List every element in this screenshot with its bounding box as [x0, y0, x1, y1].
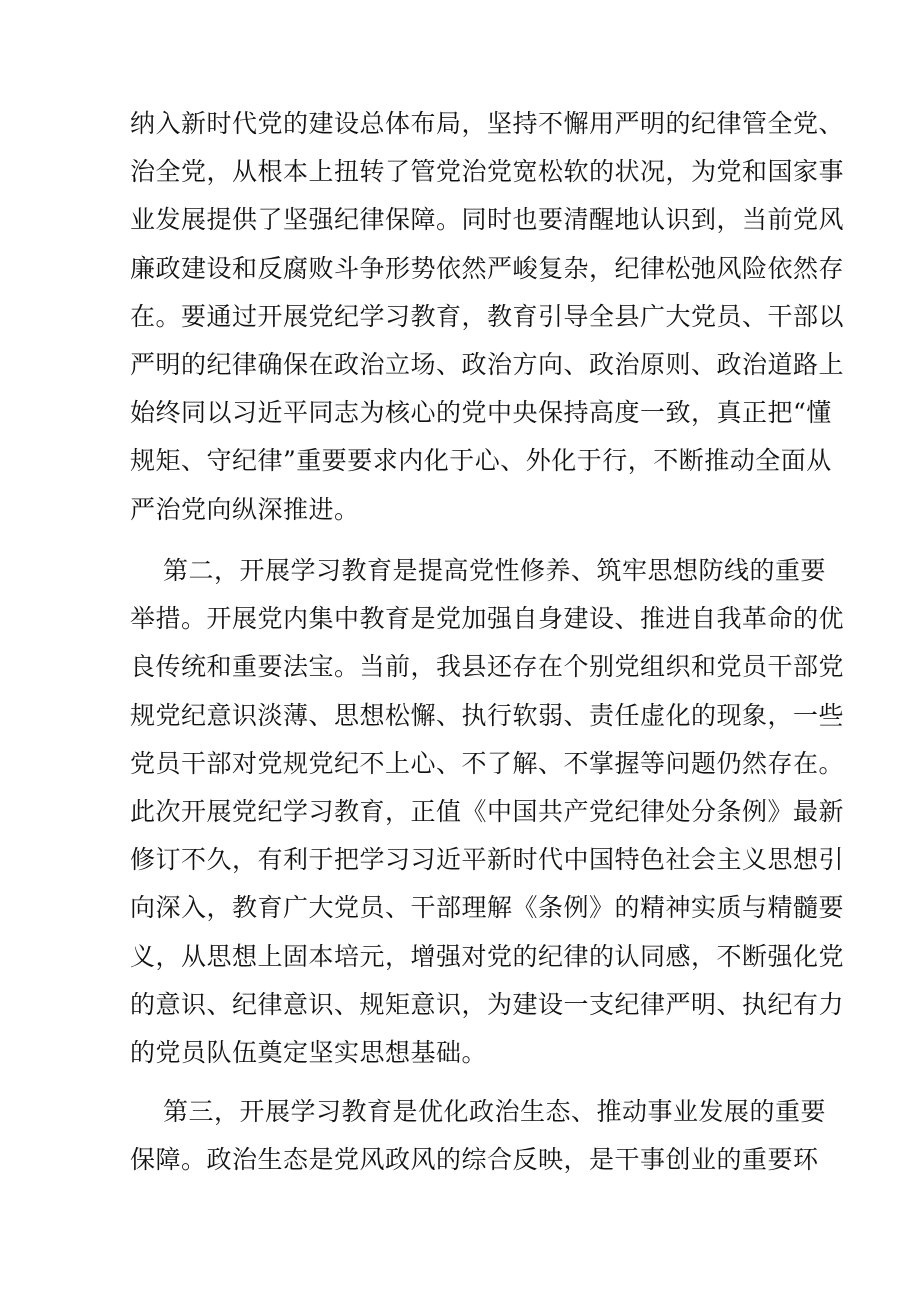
paragraph-1	[130, 100, 845, 534]
paragraph-line: 的意识、纪律意识、规矩意识，为建设一支纪律严明、执纪有力	[130, 989, 845, 1019]
paragraph-line: 规党纪意识淡薄、思想松懈、执行软弱、责任虚化的现象，一些	[130, 700, 845, 730]
paragraph-2	[130, 547, 845, 1077]
paragraph-line: 治全党，从根本上扭转了管党治党宽松软的状况，为党和国家事	[130, 157, 845, 187]
paragraph-line: 举措。开展党内集中教育是党加强自身建设、推进自我革命的优	[130, 604, 845, 634]
paragraph-line: 纳入新时代党的建设总体布局，坚持不懈用严明的纪律管全党、	[130, 109, 845, 138]
paragraph-line: 良传统和重要法宝。当前，我县还存在个别党组织和党员干部党	[130, 652, 845, 682]
paragraph-line: 的党员队伍奠定坚实思想基础。	[130, 1037, 488, 1067]
paragraph-line: 业发展提供了坚强纪律保障。同时也要清醒地认识到，当前党风	[130, 205, 845, 235]
paragraph-3	[130, 1088, 827, 1184]
paragraph-line: 修订不久，有利于把学习习近平新时代中国特色社会主义思想引	[130, 845, 845, 875]
paragraph-line: 党员干部对党规党纪不上心、不了解、不掌握等问题仍然存在。	[130, 748, 845, 778]
paragraph-line: 严明的纪律确保在政治立场、政治方向、政治原则、政治道路上	[130, 349, 845, 379]
paragraph-line: 第二，开展学习教育是提高党性修养、筑牢思想防线的重要	[163, 556, 827, 585]
paragraph-line: 此次开展党纪学习教育，正值《中国共产党纪律处分条例》最新	[130, 796, 845, 826]
paragraph-line: 廉政建设和反腐败斗争形势依然严峻复杂，纪律松弛风险依然存	[130, 253, 845, 283]
paragraph-line: 规矩、守纪律”重要要求内化于心、外化于行，不断推动全面从	[130, 446, 832, 476]
paragraph-line: 在。要通过开展党纪学习教育，教育引导全县广大党员、干部以	[130, 301, 845, 331]
paragraph-line: 向深入，教育广大党员、干部理解《条例》的精神实质与精髓要	[130, 893, 845, 923]
paragraph-line: 严治党向纵深推进。	[130, 494, 360, 524]
paragraph-line: 始终同以习近平同志为核心的党中央保持高度一致，真正把“懂	[130, 398, 832, 428]
paragraph-line: 保障。政治生态是党风政风的综合反映，是干事创业的重要环	[130, 1145, 819, 1175]
paragraph-line: 义，从思想上固本培元，增强对党的纪律的认同感，不断强化党	[130, 941, 845, 971]
paragraph-line: 第三，开展学习教育是优化政治生态、推动事业发展的重要	[163, 1097, 827, 1126]
